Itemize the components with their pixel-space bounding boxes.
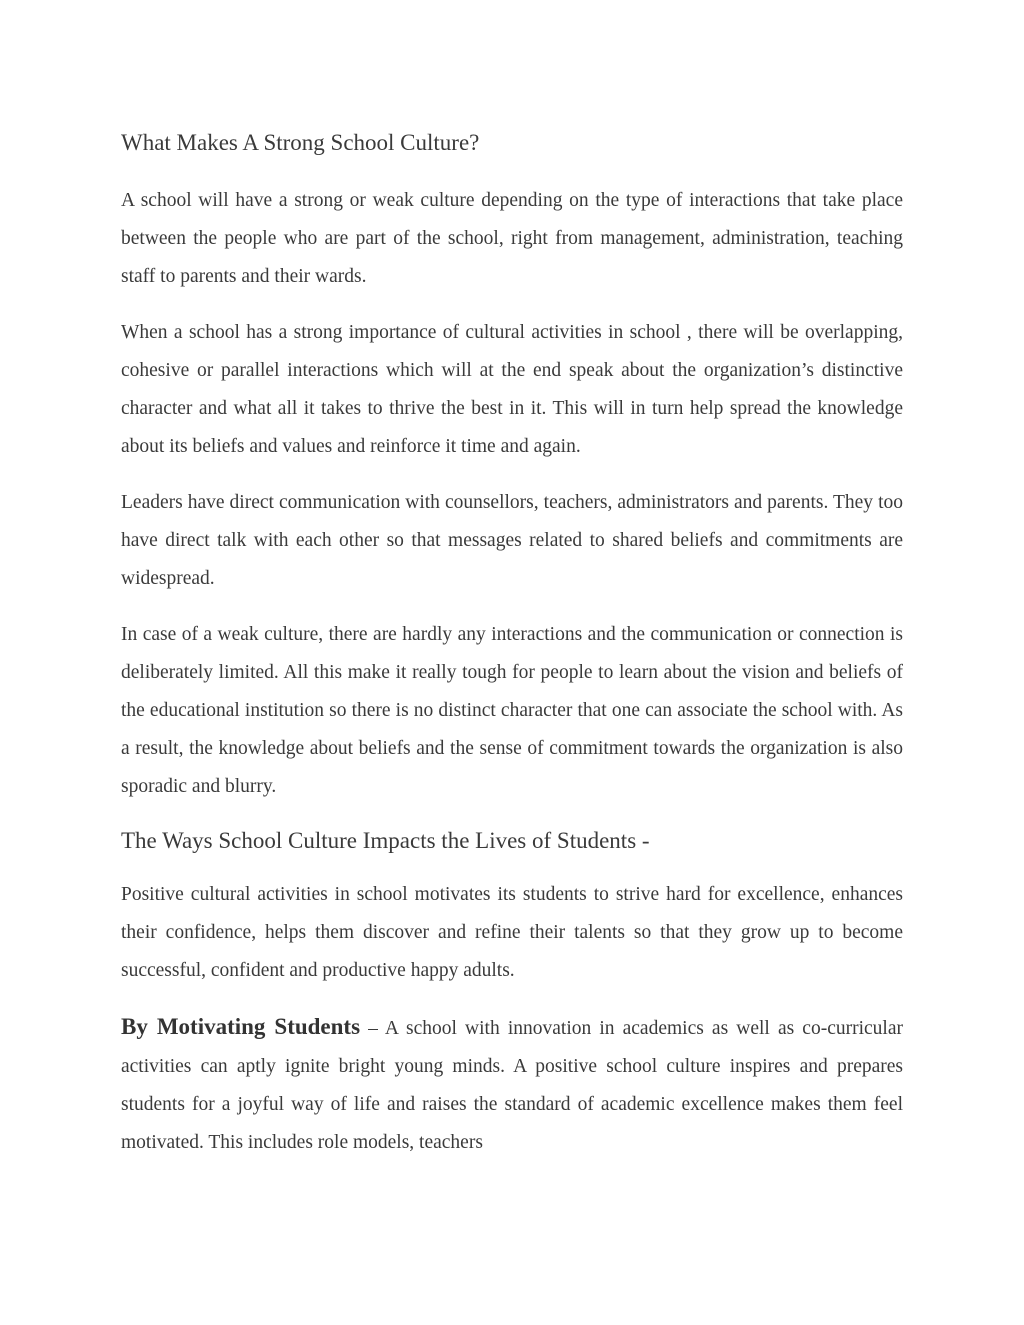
paragraph-strong-weak-culture: A school will have a strong or weak culture depending on the type of interactions that take place between the people who are part of the school, right from management, administration, teaching staff to parents and their wards.: [121, 190, 903, 287]
paragraph-weak-culture: In case of a weak culture, there are hardly any interactions and the communication or connection is deliberately limited. All this make it really tough for people to learn about the vision and beliefs of the educational institution so there is no distinct character that one can associate the school with. As a result, the knowledge about beliefs and the sense of commitment towards the organization is also sporadic and blurry.: [121, 624, 903, 797]
heading-strong-school-culture: What Makes A Strong School Culture?: [121, 130, 480, 155]
heading-school-culture-impacts: The Ways School Culture Impacts the Lives of Students -: [121, 828, 650, 853]
paragraph-cultural-activities: When a school has a strong importance of cultural activities in school , there will be overlapping, cohesive or parallel interactions which will at the end speak about the organization’s distinctive character and what all it takes to thrive the best in it. This will in turn help spread the knowledge about its beliefs and values and reinforce it time and again.: [121, 322, 903, 457]
document-page: [121, 126, 903, 1180]
paragraph-positive-activities: Positive cultural activities in school motivates its students to strive hard for excellence, enhances their confidence, helps them discover and refine their talents so that they grow up to become successful, confident and productive happy adults.: [121, 884, 903, 981]
paragraph-leaders-communication: Leaders have direct communication with counsellors, teachers, administrators and parents. They too have direct talk with each other so that messages related to shared beliefs and commitments are widespread.: [121, 492, 903, 589]
motivating-students-lead: By Motivating Students: [121, 1014, 361, 1039]
motivating-students-body: – A school with innovation in academics as well as co-curricular activities can aptly ignite bright young minds. A positive school culture inspires and prepares students for a joyful way of life and raises the standard of academic excellence makes them feel motivated. This includes role models, teachers: [121, 1018, 903, 1153]
paragraph-motivating-students: [121, 1008, 903, 1162]
